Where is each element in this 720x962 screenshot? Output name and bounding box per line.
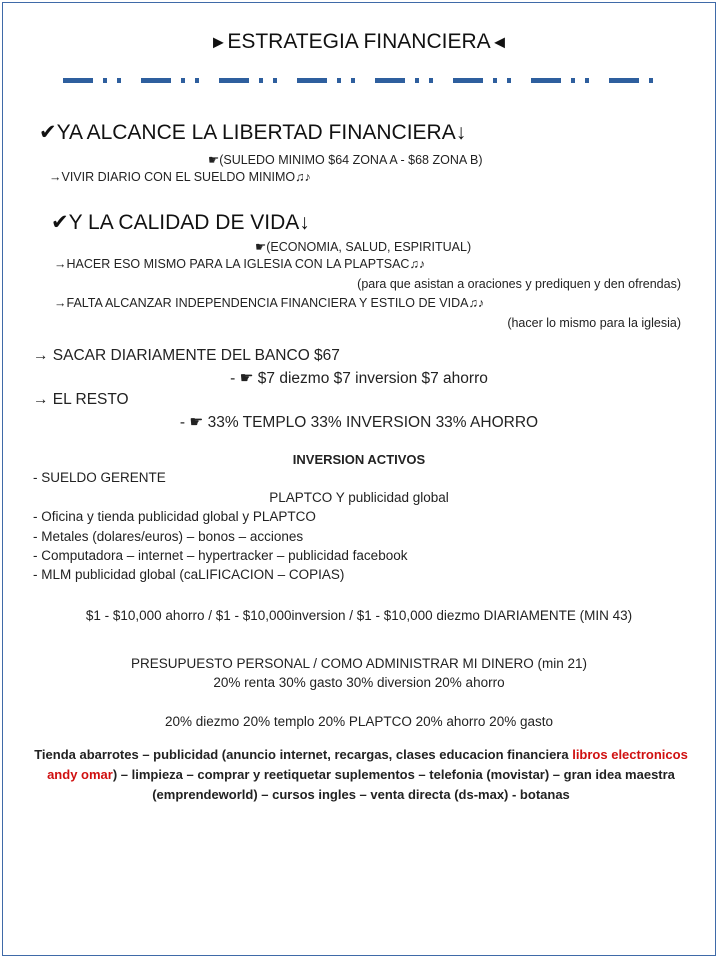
divider-dot	[103, 78, 107, 83]
divider-dot	[571, 78, 575, 83]
divider-dot	[273, 78, 277, 83]
divider-dash	[297, 78, 327, 83]
iglesia-note: (para que asistan a oraciones y prediquen y den ofrendas)	[357, 277, 681, 291]
sueldo-note: ☛(SULEDO MINIMO $64 ZONA A - $68 ZONA B)	[208, 153, 483, 167]
page-title	[3, 30, 715, 54]
divider-dot	[415, 78, 419, 83]
divider-dash	[609, 78, 639, 83]
independencia-note: (hacer lo mismo para la iglesia)	[507, 316, 681, 330]
left-triangle-icon: ◄	[490, 32, 509, 52]
plaptco-line: PLAPTCO Y publicidad global	[269, 490, 449, 505]
divider-dot	[493, 78, 497, 83]
budget-line-2: 20% diezmo 20% templo 20% PLAPTCO 20% ahorro 20% gasto	[165, 714, 553, 729]
inversion-item: - Oficina y tienda publicidad global y PLAPTCO	[33, 509, 316, 524]
daily-line: $1 - $10,000 ahorro / $1 - $10,000inversion / $1 - $10,000 diezmo DIARIAMENTE (MIN 43)	[85, 608, 633, 623]
independencia-item: →FALTA ALCANZAR INDEPENDENCIA FINANCIERA Y ESTILO DE VIDA♫♪	[54, 296, 485, 310]
divider-dot	[429, 78, 433, 83]
calidad-note: ☛(ECONOMIA, SALUD, ESPIRITUAL)	[255, 240, 472, 254]
budget-line-1: 20% renta 30% gasto 30% diversion 20% ahorro	[213, 675, 505, 690]
inversion-item: - Metales (dolares/euros) – bonos – acciones	[33, 529, 304, 544]
inversion-item: - Computadora – internet – hypertracker – publicidad facebook	[33, 548, 408, 563]
divider-dot	[585, 78, 589, 83]
document-page	[2, 2, 716, 956]
diezmo-line: - ☛ $7 diezmo $7 inversion $7 ahorro	[230, 370, 488, 387]
divider-dot	[649, 78, 653, 83]
sacar-line: → SACAR DIARIAMENTE DEL BANCO $67	[33, 347, 340, 364]
templo-line: - ☛ 33% TEMPLO 33% INVERSION 33% AHORRO	[179, 414, 539, 431]
divider-dot	[337, 78, 341, 83]
budget-title: PRESUPUESTO PERSONAL / COMO ADMINISTRAR MI DINERO (min 21)	[130, 656, 588, 671]
divider-dot	[507, 78, 511, 83]
inversion-item: - MLM publicidad global (caLIFICACION – COPIAS)	[33, 567, 345, 582]
resto-line: → EL RESTO	[33, 391, 129, 408]
divider-dash	[219, 78, 249, 83]
ideas-text-2: ) – limpieza – comprar y reetiquetar suplementos – telefonia (movistar) – gran idea maestra (emprendeworld) – cursos ingles – venta directa (ds-max) - botanas	[112, 767, 675, 802]
page-title-text: ESTRATEGIA FINANCIERA	[227, 30, 491, 53]
divider-dash	[141, 78, 171, 83]
dash-dot-divider	[63, 77, 663, 85]
inversion-heading: INVERSION ACTIVOS	[292, 452, 426, 467]
divider-dot	[181, 78, 185, 83]
vivir-item: →VIVIR DIARIO CON EL SUELDO MINIMO♫♪	[49, 170, 311, 184]
ideas-text-red: libros electronicos andy omar	[47, 747, 688, 782]
divider-dash	[375, 78, 405, 83]
calidad-heading: ✔Y LA CALIDAD DE VIDA↓	[51, 211, 310, 234]
business-ideas-paragraph	[33, 745, 689, 805]
divider-dot	[117, 78, 121, 83]
iglesia-item: →HACER ESO MISMO PARA LA IGLESIA CON LA PLAPTSAC♫♪	[54, 257, 426, 271]
divider-dot	[195, 78, 199, 83]
divider-dash	[63, 78, 93, 83]
divider-dot	[259, 78, 263, 83]
ideas-text-1: Tienda abarrotes – publicidad (anuncio internet, recargas, clases educacion financiera	[34, 747, 573, 762]
divider-dash	[531, 78, 561, 83]
divider-dot	[351, 78, 355, 83]
right-triangle-icon: ►	[209, 32, 228, 52]
libertad-heading: ✔YA ALCANCE LA LIBERTAD FINANCIERA↓	[39, 121, 467, 144]
divider-dash	[453, 78, 483, 83]
inversion-item: - SUELDO GERENTE	[33, 470, 166, 485]
